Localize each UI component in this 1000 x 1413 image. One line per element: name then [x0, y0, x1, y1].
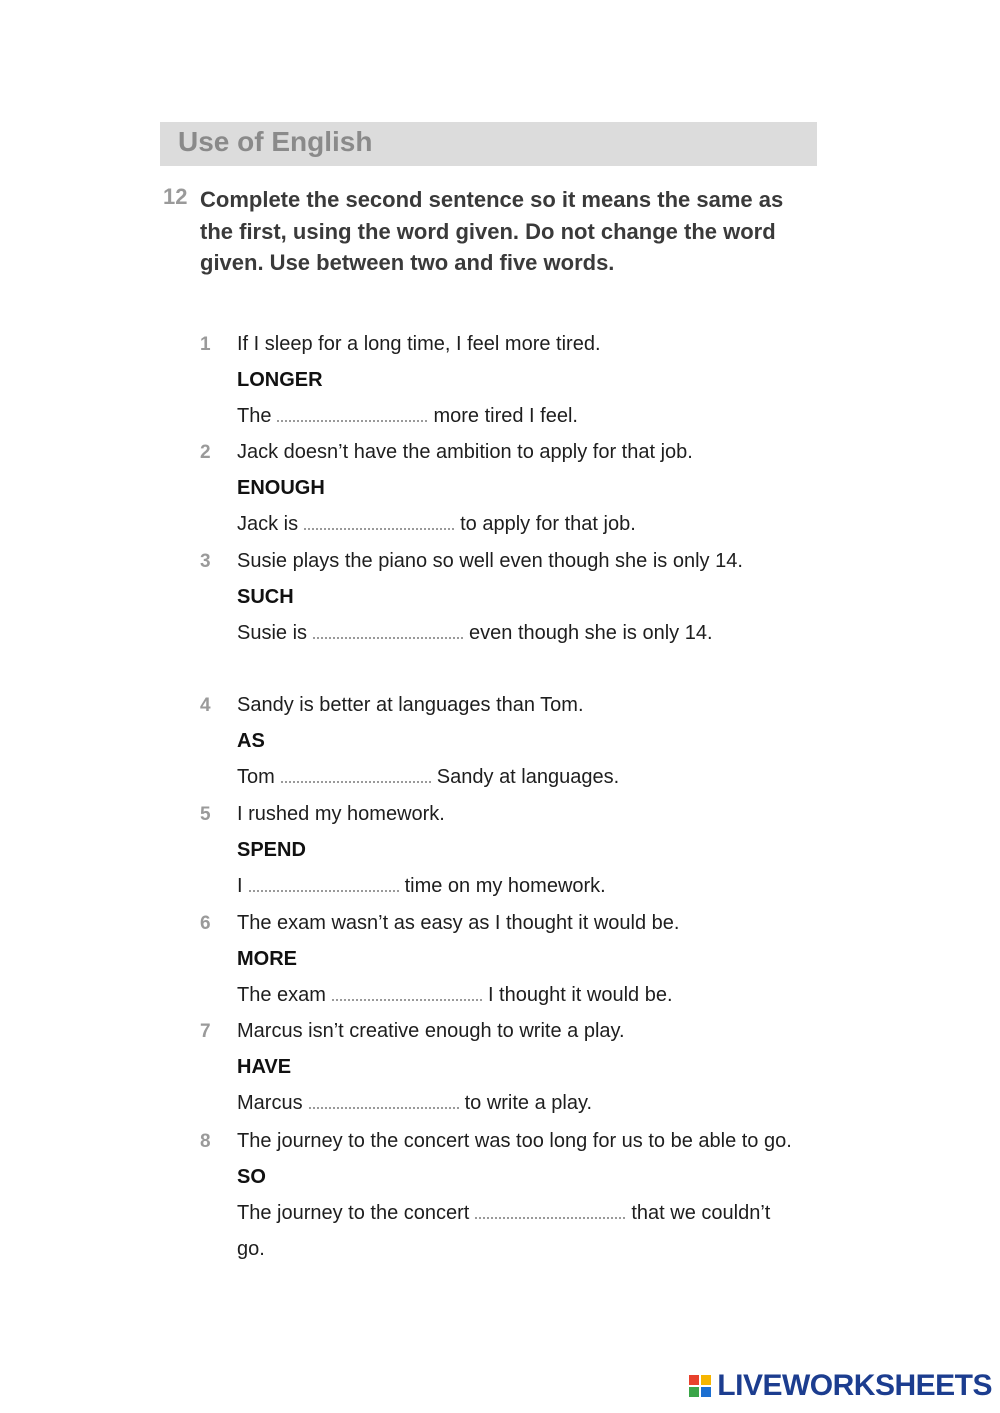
item-number: 2 [200, 442, 211, 463]
item-keyword: SO [237, 1166, 266, 1188]
item-answer-line [237, 1195, 797, 1267]
item-keyword: SUCH [237, 586, 294, 608]
answer-prefix: The journey to the concert [237, 1202, 470, 1224]
answer-gap[interactable] [313, 617, 463, 639]
answer-gap[interactable] [309, 1087, 459, 1109]
brand-name: LIVEWORKSHEETS [717, 1369, 992, 1402]
answer-suffix: I thought it would be. [487, 984, 673, 1006]
answer-gap[interactable] [332, 979, 482, 1001]
answer-prefix: I [237, 875, 243, 897]
item-sentence: If I sleep for a long time, I feel more tired. [237, 333, 601, 355]
answer-gap[interactable] [304, 508, 454, 530]
item-sentence: Marcus isn’t creative enough to write a play. [237, 1020, 625, 1042]
item-keyword: HAVE [237, 1056, 292, 1078]
item-sentence: Sandy is better at languages than Tom. [237, 694, 584, 716]
answer-suffix: even though she is only 14. [469, 622, 713, 644]
item-keyword: ENOUGH [237, 477, 325, 499]
item-sentence: Susie plays the piano so well even though she is only 14. [237, 550, 743, 572]
answer-suffix: to apply for that job. [460, 513, 636, 535]
answer-prefix: The [237, 405, 272, 427]
answer-prefix: Jack is [237, 513, 299, 535]
item-keyword: SPEND [237, 839, 306, 861]
task-instructions: Complete the second sentence so it means the same as the first, using the word given. Do not change the word given. Use between two and five words. [200, 187, 784, 275]
item-answer-line [237, 506, 797, 542]
item-keyword: AS [237, 730, 265, 752]
answer-suffix: Sandy at languages. [436, 766, 620, 788]
item-answer-line [237, 868, 797, 904]
section-title: Use of English [178, 126, 373, 157]
item-number: 1 [200, 334, 211, 355]
answer-gap[interactable] [475, 1197, 625, 1219]
item-sentence: I rushed my homework. [237, 803, 445, 825]
answer-gap[interactable] [277, 400, 427, 422]
task-number: 12 [163, 184, 188, 209]
liveworksheets-branding [689, 1369, 992, 1403]
answer-prefix: Susie is [237, 622, 308, 644]
answer-prefix: The exam [237, 984, 326, 1006]
item-sentence: The exam wasn’t as easy as I thought it would be. [237, 912, 680, 934]
item-number: 3 [200, 551, 211, 572]
answer-suffix: more tired I feel. [433, 405, 578, 427]
item-answer-line [237, 615, 797, 651]
item-answer-line [237, 1085, 797, 1121]
item-keyword: MORE [237, 948, 297, 970]
answer-suffix: time on my homework. [404, 875, 606, 897]
answer-prefix: Tom [237, 766, 275, 788]
item-number: 6 [200, 913, 211, 934]
item-number: 7 [200, 1021, 211, 1042]
item-sentence: Jack doesn’t have the ambition to apply for that job. [237, 441, 693, 463]
item-number: 5 [200, 804, 211, 825]
item-keyword: LONGER [237, 369, 323, 391]
item-answer-line [237, 977, 797, 1013]
item-answer-line [237, 398, 797, 434]
answer-suffix: to write a play. [464, 1092, 593, 1114]
answer-suffix: that we couldn’t go. [237, 1202, 771, 1260]
item-sentence: The journey to the concert was too long for us to be able to go. [237, 1130, 792, 1152]
answer-prefix: Marcus [237, 1092, 303, 1114]
answer-gap[interactable] [249, 870, 399, 892]
item-number: 4 [200, 695, 211, 716]
item-answer-line [237, 759, 797, 795]
item-number: 8 [200, 1131, 211, 1152]
section-header-bar [160, 122, 817, 166]
answer-gap[interactable] [281, 761, 431, 783]
liveworksheets-logo-icon [689, 1375, 711, 1397]
